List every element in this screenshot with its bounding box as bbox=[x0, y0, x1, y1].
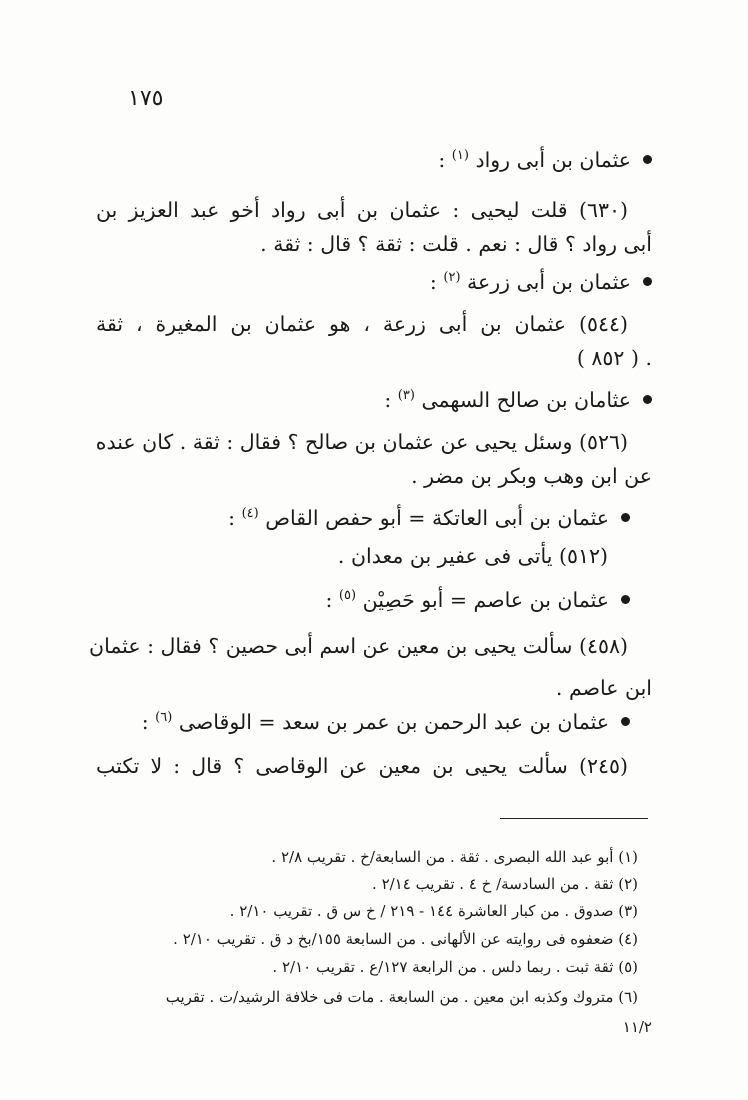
entry-text: أبى رواد ؟ قال : نعم . قلت : ثقة ؟ قال : ثقة . bbox=[260, 232, 652, 256]
footnote: (٢) ثقة . من السادسة/ خ ٤ . تقريب ٢/١٤ . bbox=[372, 875, 638, 893]
entry-heading: عثامان بن صالح السهمى $^{(٣)}$ : bbox=[96, 386, 652, 414]
footnote: (٦) متروك وكذبه ابن معين . من السابعة . مات فى خلافة الرشيد/ت . تقريب bbox=[165, 988, 638, 1006]
entry-text: (٥٤٤) عثمان بن أبى زرعة ، هو عثمان بن المغيرة ، ثقة bbox=[96, 312, 628, 336]
footnote: (٣) صدوق . من كبار العاشرة ١٤٤ - ٢١٩ / خ س ق . تقريب ٢/١٠ . bbox=[229, 902, 638, 920]
entry-heading: عثمان بن أبى زرعة $^{(٢)}$ : bbox=[96, 268, 652, 296]
bullet-icon bbox=[621, 595, 630, 604]
entry-text: (٢٤٥) سألت يحيى بن معين عن الوقاصى ؟ قال : لا تكتب bbox=[96, 754, 628, 778]
entry-text: ابن عاصم . bbox=[555, 676, 652, 700]
footnote: (٤) ضعفوه فى روايته عن الألهانى . من السابعة ١٥٥/بخ د ق . تقريب ٢/١٠ . bbox=[173, 930, 638, 948]
entry-heading: عثمان بن عبد الرحمن بن عمر بن سعد = الوقاصى $^{(٦)}$ : bbox=[96, 708, 630, 736]
entry-text: (٤٥٨) سألت يحيى بن معين عن اسم أبى حصين ؟ فقال : عثمان bbox=[89, 634, 628, 658]
entry-text: (٥١٢) يأتى فى عفير بن معدان . bbox=[337, 544, 608, 568]
entry-heading: عثمان بن أبى العاتكة = أبو حفص القاص $^{(٤)}$ : bbox=[96, 504, 630, 532]
footnote: (٥) ثقة ثبت . ربما دلس . من الرابعة ١٢٧/ع . تقريب ٢/١٠ . bbox=[272, 958, 638, 976]
entry-text: عن ابن وهب وبكر بن مضر . bbox=[411, 464, 652, 488]
footnote-divider bbox=[500, 818, 648, 819]
bullet-icon bbox=[643, 155, 652, 164]
footnote: (١) أبو عبد الله البصرى . ثقة . من السابعة/خ . تقريب ٢/٨ . bbox=[271, 848, 638, 866]
page-number: ١٧٥ bbox=[128, 86, 164, 111]
entry-text: . ( ٨٥٢ ) bbox=[576, 346, 652, 370]
bullet-icon bbox=[643, 395, 652, 404]
entry-text: (٥٢٦) وسئل يحيى عن عثمان بن صالح ؟ فقال : ثقة . كان عنده bbox=[95, 430, 628, 454]
entry-heading: عثمان بن أبى رواد $^{(١)}$ : bbox=[96, 146, 652, 174]
entry-heading: عثمان بن عاصم = أبو حَصِيْن $^{(٥)}$ : bbox=[96, 586, 630, 614]
bullet-icon bbox=[621, 513, 630, 522]
footnote-continuation: ١١/٢ bbox=[622, 1018, 652, 1036]
bullet-icon bbox=[621, 717, 630, 726]
bullet-icon bbox=[643, 277, 652, 286]
entry-text: (٦٣٠) قلت ليحيى : عثمان بن أبى رواد أخو عبد العزيز بن bbox=[96, 198, 628, 222]
